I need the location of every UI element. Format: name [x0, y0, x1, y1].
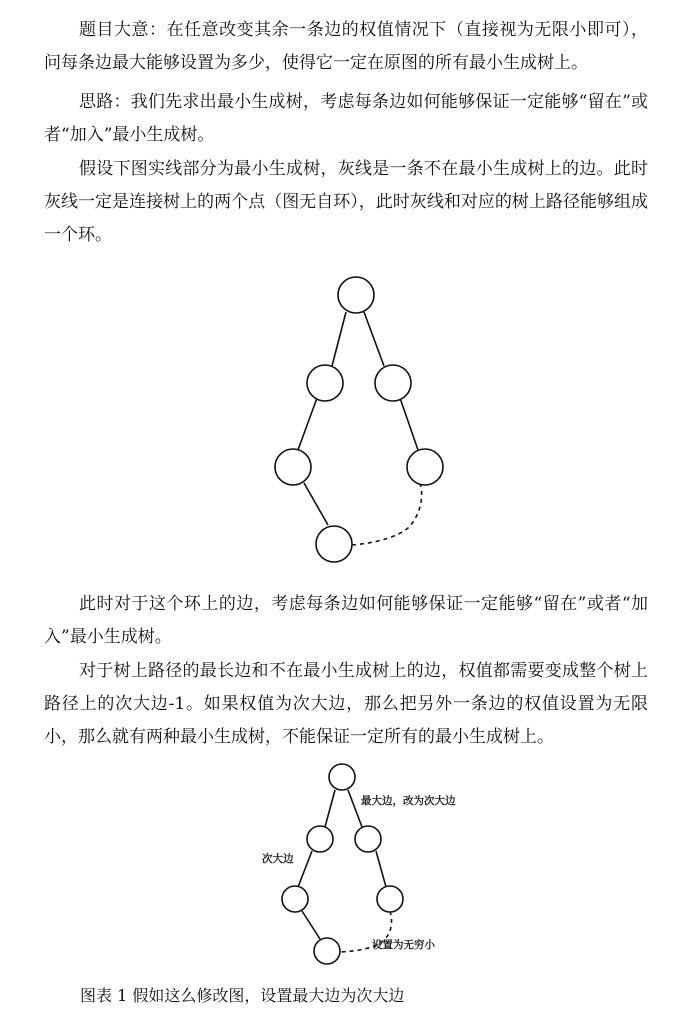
figure-caption: 图表 1 假如这么修改图，设置最大边为次大边	[80, 986, 405, 1005]
node-left	[307, 826, 333, 852]
paragraph-assumption: 假设下图实线部分为最小生成树，灰线是一条不在最小生成树上的边。此时灰线一定是连接树上的两个点（图无自环），此时灰线和对应的树上路径能够组成一个环。	[44, 159, 648, 245]
edge-right-rightleaf	[400, 398, 418, 450]
label-set-infinite: 设置为无穷小	[372, 939, 435, 951]
edge-right-rightleaf	[376, 851, 386, 887]
paragraph-problem-summary: 题目大意：在任意改变其余一条边的权值情况下（直接视为无限小即可），问每条边最大能够设置为多少，使得它一定在原图的所有最小生成树上。	[44, 20, 648, 73]
paragraph-cycle-edges: 此时对于这个环上的边，考虑每条边如何能够保证一定能够“留在”或者“加入”最小生成树。	[44, 594, 648, 647]
node-bottom	[316, 526, 352, 562]
tree-diagram-1	[0, 260, 684, 570]
edge-root-right	[364, 312, 384, 366]
tree-diagram-2	[0, 755, 684, 980]
node-left	[307, 365, 343, 401]
edge-left-leftleaf	[298, 398, 317, 450]
node-right-leaf	[377, 886, 403, 912]
node-right	[375, 365, 411, 401]
paragraph-approach: 思路：我们先求出最小生成树，考虑每条边如何能够保证一定能够“留在”或者“加入”最小生成树。	[44, 92, 648, 145]
edge-root-left	[332, 312, 346, 366]
edge-leftleaf-bottom	[302, 911, 320, 939]
label-second-edge: 次大边	[262, 853, 294, 865]
edge-root-right-max	[348, 790, 362, 827]
edge-left-leftleaf-second	[298, 851, 312, 887]
label-max-edge: 最大边，改为次大边	[361, 795, 456, 807]
node-right	[355, 826, 381, 852]
node-left-leaf	[282, 886, 308, 912]
paragraph-weight-rule: 对于树上路径的最长边和不在最小生成树上的边，权值都需要变成整个树上路径上的次大边-1。如果权值为次大边，那么把另外一条边的权值设置为无限小，那么就有两种最小生成树，不能保证一定所有的最小生成树上。	[44, 661, 648, 747]
edge-root-left	[325, 790, 335, 827]
edge-leftleaf-bottom	[304, 483, 328, 525]
node-left-leaf	[275, 449, 311, 485]
node-root	[338, 277, 374, 313]
dashed-nontree-edge	[352, 483, 422, 545]
node-bottom	[314, 938, 340, 964]
node-right-leaf	[407, 449, 443, 485]
node-root	[329, 764, 355, 790]
